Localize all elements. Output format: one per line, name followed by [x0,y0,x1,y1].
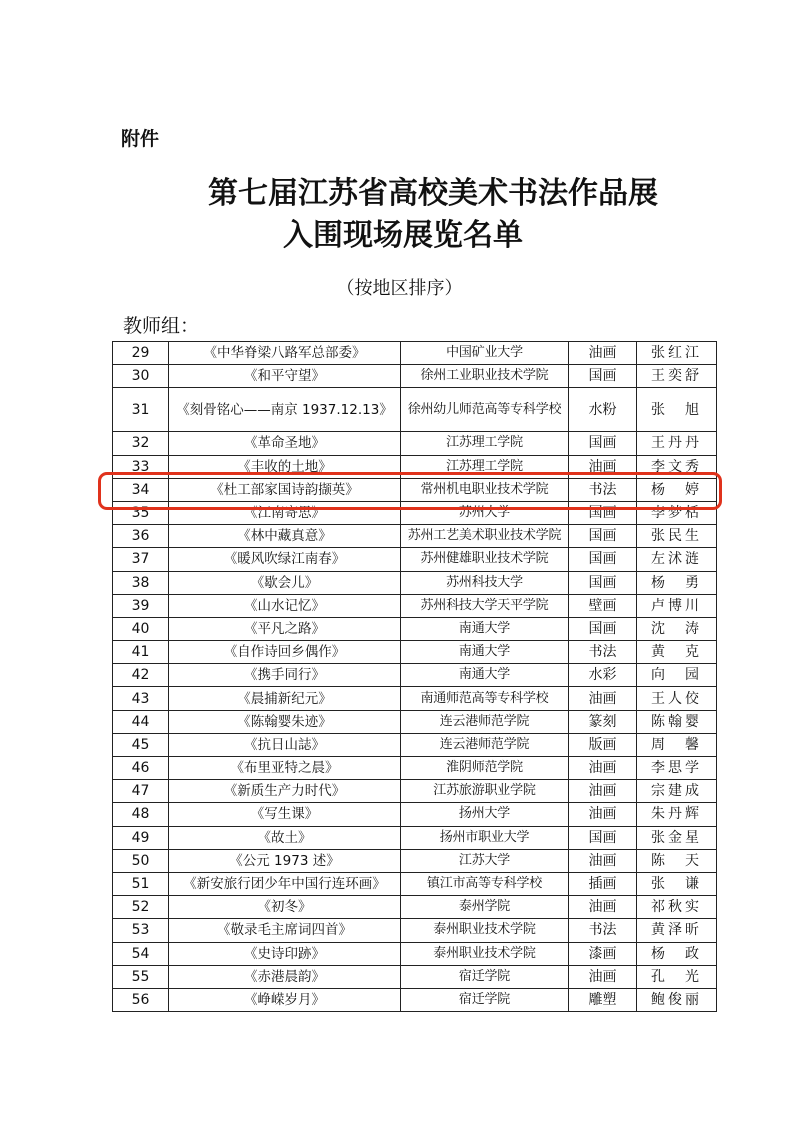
cell-category: 国画 [569,548,637,571]
cell-number: 49 [113,826,169,849]
cell-name: 杨 政 [637,942,717,965]
cell-name: 孔 光 [637,965,717,988]
roster-table [112,341,717,1012]
cell-work: 《和平守望》 [169,365,401,388]
table-row [113,896,717,919]
cell-work: 《敬录毛主席词四首》 [169,919,401,942]
cell-number: 39 [113,594,169,617]
cell-category: 雕塑 [569,988,637,1011]
cell-school: 扬州大学 [401,803,569,826]
cell-number: 31 [113,388,169,432]
cell-name: 黄 克 [637,641,717,664]
attachment-label: 附件 [121,128,160,150]
table-row [113,525,717,548]
cell-number: 34 [113,478,169,501]
cell-number: 29 [113,342,169,365]
cell-school: 常州机电职业技术学院 [401,478,569,501]
table-row [113,365,717,388]
cell-name: 朱丹辉 [637,803,717,826]
cell-work: 《中华脊梁八路军总部委》 [169,342,401,365]
cell-category: 插画 [569,872,637,895]
cell-number: 55 [113,965,169,988]
table-row [113,687,717,710]
table-row [113,942,717,965]
cell-work: 《新质生产力时代》 [169,780,401,803]
cell-school: 泰州职业技术学院 [401,919,569,942]
cell-school: 徐州幼儿师范高等专科学校 [401,388,569,432]
cell-work: 《史诗印跡》 [169,942,401,965]
cell-school: 苏州健雄职业技术学院 [401,548,569,571]
cell-number: 36 [113,525,169,548]
cell-school: 南通大学 [401,617,569,640]
cell-work: 《故土》 [169,826,401,849]
cell-work: 《初冬》 [169,896,401,919]
table-row [113,919,717,942]
cell-number: 43 [113,687,169,710]
table-row [113,594,717,617]
cell-school: 苏州大学 [401,501,569,524]
table-row [113,757,717,780]
cell-school: 南通大学 [401,641,569,664]
cell-school: 江苏大学 [401,849,569,872]
cell-work: 《新安旅行团少年中国行连环画》 [169,872,401,895]
cell-name: 左沭涟 [637,548,717,571]
table-row [113,478,717,501]
cell-number: 47 [113,780,169,803]
cell-work: 《峥嵘岁月》 [169,988,401,1011]
cell-name: 宗建成 [637,780,717,803]
cell-category: 油画 [569,455,637,478]
cell-work: 《平凡之路》 [169,617,401,640]
cell-name: 鲍俊丽 [637,988,717,1011]
cell-name: 陈 天 [637,849,717,872]
cell-work: 《丰收的土地》 [169,455,401,478]
page-title-line1: 第七届江苏省高校美术书法作品展 [208,176,658,211]
cell-name: 张 谦 [637,872,717,895]
cell-name: 张金星 [637,826,717,849]
cell-name: 王人佼 [637,687,717,710]
cell-work: 《杜工部家国诗韵撷英》 [169,478,401,501]
cell-work: 《革命圣地》 [169,432,401,455]
cell-work: 《自作诗回乡偶作》 [169,641,401,664]
cell-number: 32 [113,432,169,455]
cell-number: 53 [113,919,169,942]
cell-name: 杨 勇 [637,571,717,594]
cell-name: 周 馨 [637,733,717,756]
cell-category: 水粉 [569,388,637,432]
table-row [113,710,717,733]
cell-number: 37 [113,548,169,571]
cell-category: 油画 [569,965,637,988]
table-row [113,664,717,687]
cell-school: 南通师范高等专科学校 [401,687,569,710]
table-row [113,501,717,524]
cell-name: 李梦栝 [637,501,717,524]
cell-work: 《江南寄思》 [169,501,401,524]
cell-category: 油画 [569,757,637,780]
table-row [113,641,717,664]
cell-category: 国画 [569,525,637,548]
cell-name: 杨 婷 [637,478,717,501]
cell-school: 镇江市高等专科学校 [401,872,569,895]
cell-number: 42 [113,664,169,687]
cell-work: 《公元 1973 述》 [169,849,401,872]
cell-school: 江苏理工学院 [401,455,569,478]
cell-number: 35 [113,501,169,524]
cell-work: 《山水记忆》 [169,594,401,617]
cell-name: 王奕舒 [637,365,717,388]
cell-name: 黄泽昕 [637,919,717,942]
page-title-line2: 入围现场展览名单 [283,218,523,253]
table-row [113,872,717,895]
cell-name: 王丹丹 [637,432,717,455]
cell-school: 苏州科技大学天平学院 [401,594,569,617]
cell-school: 江苏旅游职业学院 [401,780,569,803]
cell-school: 连云港师范学院 [401,710,569,733]
cell-work: 《布里亚特之晨》 [169,757,401,780]
table-row [113,342,717,365]
cell-work: 《携手同行》 [169,664,401,687]
group-label: 教师组： [123,315,200,337]
table-row [113,849,717,872]
cell-category: 国画 [569,432,637,455]
table-row [113,965,717,988]
cell-name: 张 旭 [637,388,717,432]
table-row [113,733,717,756]
cell-category: 国画 [569,571,637,594]
cell-number: 52 [113,896,169,919]
cell-school: 江苏理工学院 [401,432,569,455]
cell-category: 油画 [569,687,637,710]
cell-work: 《陈翰婴朱迹》 [169,710,401,733]
cell-work: 《歇会儿》 [169,571,401,594]
table-row [113,548,717,571]
cell-category: 国画 [569,617,637,640]
cell-name: 张民生 [637,525,717,548]
cell-name: 祁秋实 [637,896,717,919]
cell-school: 宿迁学院 [401,965,569,988]
cell-school: 连云港师范学院 [401,733,569,756]
cell-category: 漆画 [569,942,637,965]
cell-category: 版画 [569,733,637,756]
cell-name: 陈翰婴 [637,710,717,733]
table-row [113,803,717,826]
cell-number: 40 [113,617,169,640]
cell-number: 56 [113,988,169,1011]
cell-number: 38 [113,571,169,594]
sort-note: （按地区排序） [336,278,463,299]
cell-work: 《暖风吹绿江南春》 [169,548,401,571]
cell-work: 《抗日山誌》 [169,733,401,756]
cell-number: 54 [113,942,169,965]
cell-name: 张红江 [637,342,717,365]
table-row [113,780,717,803]
cell-school: 淮阴师范学院 [401,757,569,780]
cell-name: 李文秀 [637,455,717,478]
cell-work: 《写生课》 [169,803,401,826]
cell-school: 泰州学院 [401,896,569,919]
cell-category: 油画 [569,803,637,826]
table-row [113,432,717,455]
cell-number: 44 [113,710,169,733]
cell-name: 李思学 [637,757,717,780]
table-row [113,826,717,849]
cell-number: 46 [113,757,169,780]
cell-category: 壁画 [569,594,637,617]
cell-number: 50 [113,849,169,872]
cell-category: 国画 [569,501,637,524]
cell-work: 《赤港晨韵》 [169,965,401,988]
cell-category: 油画 [569,849,637,872]
cell-name: 沈 涛 [637,617,717,640]
cell-school: 泰州职业技术学院 [401,942,569,965]
table-row [113,571,717,594]
cell-name: 向 园 [637,664,717,687]
cell-category: 国画 [569,365,637,388]
table-row [113,988,717,1011]
cell-school: 中国矿业大学 [401,342,569,365]
cell-category: 书法 [569,641,637,664]
table-row [113,388,717,432]
cell-school: 苏州工艺美术职业技术学院 [401,525,569,548]
cell-school: 徐州工业职业技术学院 [401,365,569,388]
table-row [113,617,717,640]
cell-category: 油画 [569,896,637,919]
cell-category: 书法 [569,478,637,501]
cell-school: 宿迁学院 [401,988,569,1011]
roster-body [113,342,717,1012]
cell-name: 卢博川 [637,594,717,617]
cell-number: 48 [113,803,169,826]
cell-number: 41 [113,641,169,664]
cell-number: 30 [113,365,169,388]
cell-category: 篆刻 [569,710,637,733]
cell-work: 《林中藏真意》 [169,525,401,548]
cell-school: 扬州市职业大学 [401,826,569,849]
cell-category: 书法 [569,919,637,942]
cell-number: 51 [113,872,169,895]
cell-work: 《晨捕新纪元》 [169,687,401,710]
cell-category: 油画 [569,342,637,365]
cell-school: 南通大学 [401,664,569,687]
cell-number: 45 [113,733,169,756]
cell-school: 苏州科技大学 [401,571,569,594]
cell-category: 水彩 [569,664,637,687]
table-row [113,455,717,478]
cell-work: 《刻骨铭心——南京 1937.12.13》 [169,388,401,432]
cell-category: 国画 [569,826,637,849]
cell-number: 33 [113,455,169,478]
cell-category: 油画 [569,780,637,803]
